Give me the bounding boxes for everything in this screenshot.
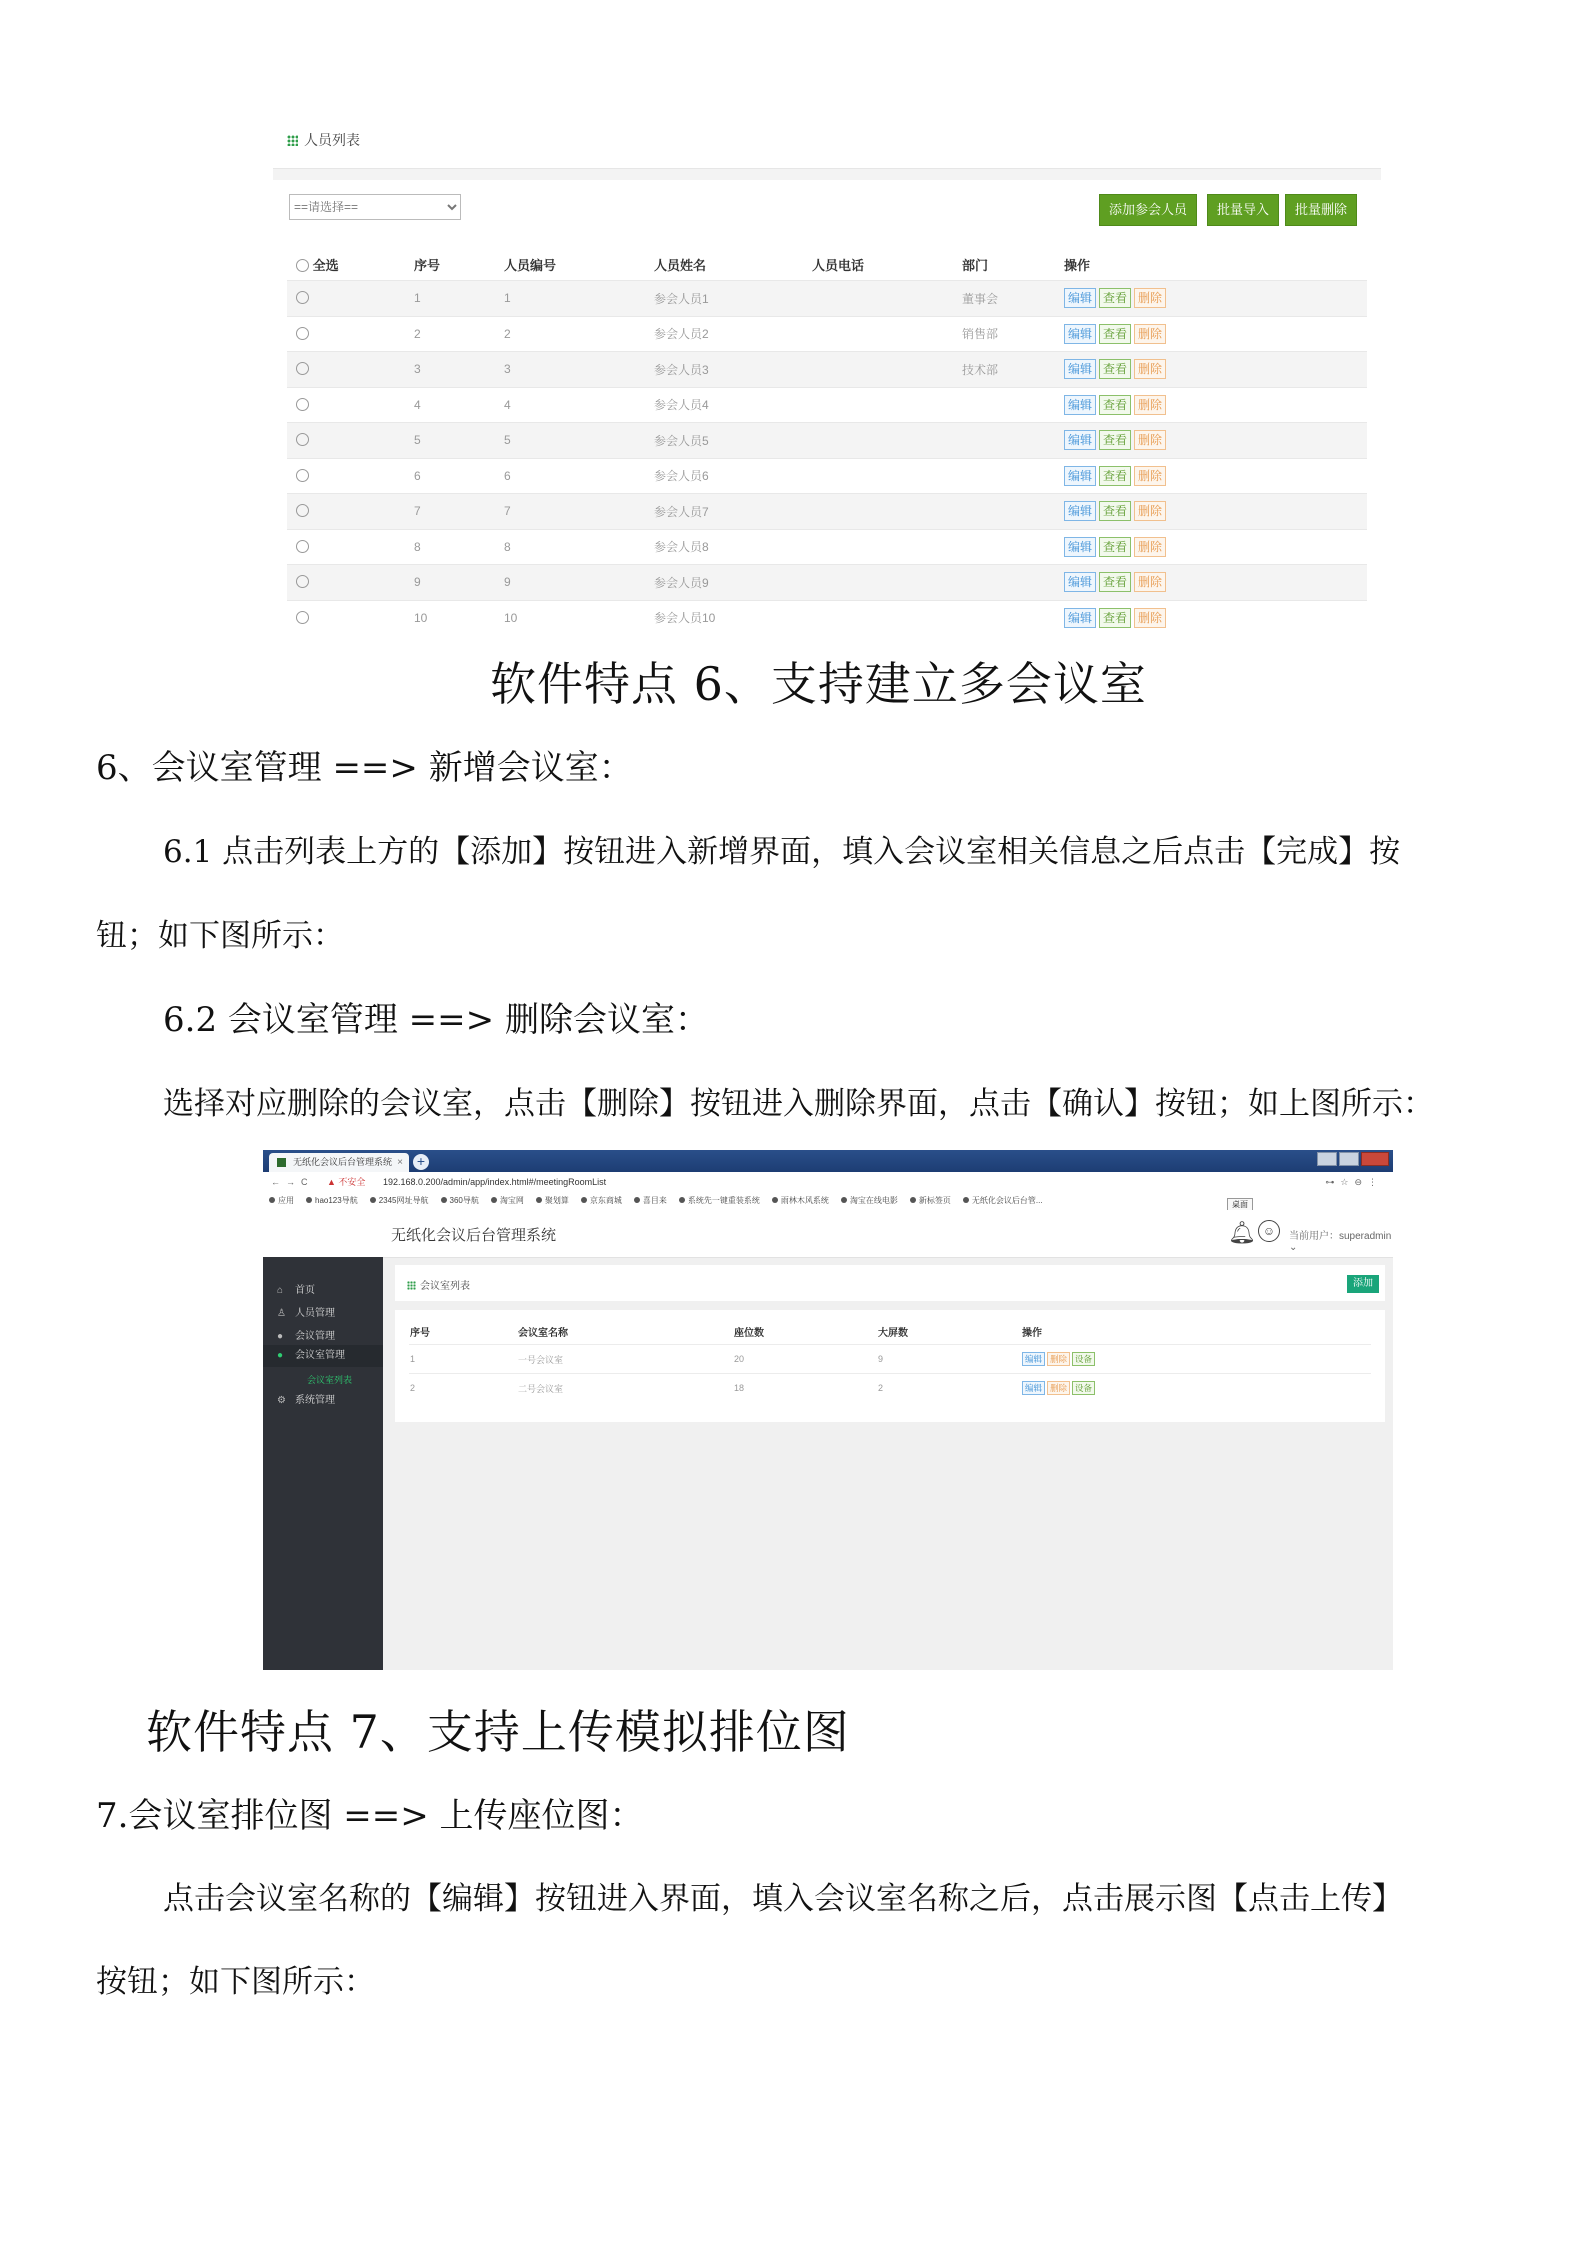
cell-phone [811,565,961,601]
cell-code: 9 [503,565,653,601]
cell-no: 10 [413,600,503,635]
bookmark-item[interactable]: 系统先一键重装系统 [679,1196,760,1205]
cell-phone [811,600,961,635]
browser-tools-icon[interactable]: ⊶☆⊖⋮ [1325,1177,1383,1187]
cell-code: 7 [503,494,653,530]
bookmark-icon [679,1197,685,1203]
view-button[interactable]: 查看 [1099,430,1131,450]
section7-text-cont: 按钮；如下图所示： [96,1964,375,2000]
delete-button[interactable]: 删除 [1047,1381,1070,1395]
bookmark-item[interactable]: 雨林木风系统 [772,1196,829,1205]
edit-button[interactable]: 编辑 [1064,537,1096,557]
bookmark-item[interactable]: 淘宝在线电影 [841,1196,898,1205]
panel-header [273,112,1381,169]
view-button[interactable]: 查看 [1099,608,1131,628]
sidebar-item-meeting[interactable]: ● 会议管理 [277,1331,335,1342]
cell-code: 4 [503,387,653,423]
panel-body [273,180,1381,626]
view-button[interactable]: 查看 [1099,537,1131,557]
sidebar-subitem-room-list[interactable]: 会议室列表 [307,1375,353,1385]
col-header: 座位数 [734,1327,764,1339]
cell-dept: 技术部 [961,352,1063,388]
cell-code: 10 [503,600,653,635]
minimize-button[interactable] [1317,1152,1337,1166]
window-controls [1315,1152,1389,1166]
cell-no: 5 [413,423,503,459]
sidebar-item-room[interactable]: ● 会议室管理 [263,1345,383,1367]
view-button[interactable]: 查看 [1099,324,1131,344]
bookmark-item[interactable]: hao123导航 [306,1196,358,1205]
section6-2-heading: 6.2 会议室管理 ==> 删除会议室： [163,1000,709,1040]
new-tab-button[interactable]: + [413,1154,429,1170]
table-row [287,458,1367,494]
user-icon: ♙ [277,1308,286,1319]
cell-seats: 20 [733,1345,877,1374]
dot-icon: ● [277,1350,284,1361]
col-header: 人员编号 [504,257,557,273]
delete-button[interactable]: 删除 [1134,501,1166,521]
cell-no: 4 [413,387,503,423]
bookmark-item[interactable]: 无纸化会议后台管... [963,1196,1043,1205]
col-header: 人员电话 [812,257,865,273]
table-row [287,316,1367,352]
address-bar [263,1172,1393,1193]
cell-name: 参会人员6 [653,458,811,494]
table-row [409,1374,1371,1403]
row-radio[interactable] [296,469,309,482]
cell-phone [811,494,961,530]
view-button[interactable]: 查看 [1099,501,1131,521]
col-header: 序号 [410,1327,430,1339]
cell-name: 参会人员4 [653,387,811,423]
row-radio[interactable] [296,575,309,588]
nav-arrows-icon[interactable]: ←→C [271,1177,314,1187]
app-title: 无纸化会议后台管理系统 [391,1227,557,1244]
home-icon: ⌂ [277,1285,284,1296]
cell-name: 参会人员5 [653,423,811,459]
app-header [263,1210,1393,1258]
bookmark-item[interactable]: 喜目来 [634,1196,667,1205]
table-row [287,600,1367,635]
cell-dept [961,458,1063,494]
bookmark-icon [772,1197,778,1203]
row-radio[interactable] [296,362,309,375]
room-table [409,1318,1371,1402]
edit-button[interactable]: 编辑 [1064,466,1096,486]
cell-no: 9 [413,565,503,601]
bookmark-icon [841,1197,847,1203]
select-all-radio[interactable] [296,259,309,272]
delete-button[interactable]: 删除 [1134,288,1166,308]
bookmark-item[interactable]: 聚划算 [536,1196,569,1205]
bookmark-icon [306,1197,312,1203]
view-button[interactable]: 查看 [1099,395,1131,415]
not-secure-badge[interactable]: ▲ 不安全 [327,1177,366,1187]
delete-button[interactable]: 删除 [1134,537,1166,557]
filter-select[interactable] [289,194,461,220]
cell-phone [811,423,961,459]
edit-button[interactable]: 编辑 [1064,608,1096,628]
cell-name: 二号会议室 [517,1374,733,1403]
person-table [287,248,1367,635]
cell-no: 2 [409,1374,517,1403]
row-radio[interactable] [296,327,309,340]
add-room-button[interactable]: 添加 [1347,1275,1379,1293]
table-row [287,352,1367,388]
cell-dept [961,423,1063,459]
cell-name: 参会人员7 [653,494,811,530]
bookmark-item[interactable]: 2345网址导航 [370,1196,429,1205]
url-field[interactable]: 192.168.0.200/admin/app/index.html#/meetingRoomList [383,1177,607,1187]
batch-import-button[interactable]: 批量导入 [1207,194,1279,226]
list-header-card [395,1265,1385,1301]
table-row [287,565,1367,601]
edit-button[interactable]: 编辑 [1064,324,1096,344]
room-table-card [395,1310,1385,1422]
delete-button[interactable]: 删除 [1134,608,1166,628]
bookmark-icon [441,1197,447,1203]
bell-icon[interactable]: 🔔︎ [1228,1220,1256,1245]
feature7-title: 软件特点 7、支持上传模拟排位图 [146,1705,850,1759]
cell-seats: 18 [733,1374,877,1403]
row-radio[interactable] [296,540,309,553]
cell-dept [961,600,1063,635]
bookmark-icon [963,1197,969,1203]
section6-1-text: 6.1 点击列表上方的【添加】按钮进入新增界面，填入会议室相关信息之后点击【完成】按 [163,834,1401,870]
cell-name: 参会人员10 [653,600,811,635]
row-radio[interactable] [296,504,309,517]
cell-no: 6 [413,458,503,494]
cell-dept [961,387,1063,423]
cell-phone [811,316,961,352]
cell-name: 参会人员2 [653,316,811,352]
favicon-icon [277,1158,286,1167]
col-select-all[interactable]: 全选 [287,248,413,281]
table-row [287,423,1367,459]
bookmark-icon [581,1197,587,1203]
browser-tab-bar [263,1150,1393,1172]
delete-button[interactable]: 删除 [1134,572,1166,592]
row-radio[interactable] [296,291,309,304]
bookmark-icon [910,1197,916,1203]
cell-code: 1 [503,281,653,317]
table-row [287,387,1367,423]
col-header: 会议室名称 [518,1327,568,1339]
avatar-icon[interactable]: ☺ [1258,1220,1280,1242]
close-window-button[interactable] [1361,1152,1389,1166]
cell-phone [811,529,961,565]
edit-button[interactable]: 编辑 [1064,572,1096,592]
delete-button[interactable]: 删除 [1134,324,1166,344]
edit-button[interactable]: 编辑 [1064,288,1096,308]
close-tab-icon[interactable]: × [397,1157,403,1168]
section6-1-text-cont: 钮；如下图所示： [96,918,344,954]
view-button[interactable]: 查看 [1099,466,1131,486]
bookmark-icon [634,1197,640,1203]
cell-no: 8 [413,529,503,565]
add-attendee-button[interactable]: 添加参会人员 [1099,194,1197,226]
bookmark-item[interactable]: 应用 [269,1196,294,1205]
edit-button[interactable]: 编辑 [1064,359,1096,379]
col-header: 人员姓名 [654,257,707,273]
gear-icon: ⚙ [277,1395,286,1406]
col-header: 操作 [1022,1327,1042,1339]
cell-code: 5 [503,423,653,459]
meeting-room-screenshot [263,1150,1393,1670]
sidebar-item-people[interactable]: ♙ 人员管理 [277,1308,335,1319]
bookmark-item[interactable]: 淘宝网 [491,1196,524,1205]
maximize-button[interactable] [1339,1152,1359,1166]
cell-dept: 销售部 [961,316,1063,352]
delete-button[interactable]: 删除 [1134,395,1166,415]
bookmark-icon [370,1197,376,1203]
bookmark-icon [536,1197,542,1203]
device-button[interactable]: 设备 [1072,1352,1095,1366]
cell-dept [961,529,1063,565]
panel-title: 人员列表 [287,130,360,150]
cell-screens: 2 [877,1374,1021,1403]
current-user[interactable]: 当前用户：superadmin ⌄ [1289,1231,1392,1253]
cell-phone [811,387,961,423]
delete-button[interactable]: 删除 [1047,1352,1070,1366]
table-row [287,529,1367,565]
view-button[interactable]: 查看 [1099,359,1131,379]
grid-icon [287,135,298,146]
cell-no: 1 [413,281,503,317]
cell-no: 2 [413,316,503,352]
delete-button[interactable]: 删除 [1134,466,1166,486]
sidebar [263,1257,383,1670]
delete-button[interactable]: 删除 [1134,359,1166,379]
col-header: 大屏数 [878,1327,908,1339]
edit-button[interactable]: 编辑 [1064,430,1096,450]
cell-phone [811,281,961,317]
cell-screens: 9 [877,1345,1021,1374]
table-row [287,281,1367,317]
bookmark-item[interactable]: 360导航 [441,1196,479,1205]
sidebar-item-system[interactable]: ⚙ 系统管理 [277,1395,335,1406]
edit-button[interactable]: 编辑 [1064,501,1096,521]
bookmark-icon [269,1197,275,1203]
table-row [287,494,1367,530]
row-radio[interactable] [296,611,309,624]
list-title: 会议室列表 [407,1277,470,1292]
cell-code: 6 [503,458,653,494]
section7-text: 点击会议室名称的【编辑】按钮进入界面，填入会议室名称之后，点击展示图【点击上传】 [163,1881,1403,1917]
col-header: 序号 [414,257,441,273]
cell-name: 参会人员8 [653,529,811,565]
sidebar-item-home[interactable]: ⌂ 首页 [277,1285,315,1296]
cell-code: 3 [503,352,653,388]
cell-dept [961,494,1063,530]
feature6-title: 软件特点 6、支持建立多会议室 [490,657,1147,711]
bookmark-item[interactable]: 京东商城 [581,1196,622,1205]
desktop-tooltip: 桌面 [1227,1198,1253,1211]
section7-heading: 7.会议室排位图 ==> 上传座位图： [96,1796,644,1836]
cell-no: 1 [409,1345,517,1374]
bookmark-icon [491,1197,497,1203]
view-button[interactable]: 查看 [1099,572,1131,592]
cell-no: 3 [413,352,503,388]
grid-icon [407,1281,416,1290]
edit-button[interactable]: 编辑 [1022,1381,1045,1395]
cell-name: 一号会议室 [517,1345,733,1374]
browser-tab[interactable]: 无纸化会议后台管理系统 × [269,1153,409,1172]
col-header: 操作 [1064,257,1091,273]
view-button[interactable]: 查看 [1099,288,1131,308]
edit-button[interactable]: 编辑 [1064,395,1096,415]
edit-button[interactable]: 编辑 [1022,1352,1045,1366]
col-header: 部门 [962,257,989,273]
row-radio[interactable] [296,433,309,446]
bookmark-item[interactable]: 新标签页 [910,1196,951,1205]
row-radio[interactable] [296,398,309,411]
cell-name: 参会人员9 [653,565,811,601]
cell-name: 参会人员3 [653,352,811,388]
table-row [409,1345,1371,1374]
cell-name: 参会人员1 [653,281,811,317]
cell-no: 7 [413,494,503,530]
cell-code: 8 [503,529,653,565]
section6-heading: 6、会议室管理 ==> 新增会议室： [96,748,633,788]
bookmarks-bar [263,1192,1393,1211]
cell-dept: 董事会 [961,281,1063,317]
person-list-screenshot [273,112,1381,626]
batch-delete-button[interactable]: 批量删除 [1285,194,1357,226]
cell-dept [961,565,1063,601]
device-button[interactable]: 设备 [1072,1381,1095,1395]
dot-icon: ● [277,1331,284,1342]
cell-code: 2 [503,316,653,352]
cell-phone [811,458,961,494]
cell-phone [811,352,961,388]
section6-2-text: 选择对应删除的会议室，点击【删除】按钮进入删除界面，点击【确认】按钮；如上图所示： [163,1086,1434,1122]
delete-button[interactable]: 删除 [1134,430,1166,450]
